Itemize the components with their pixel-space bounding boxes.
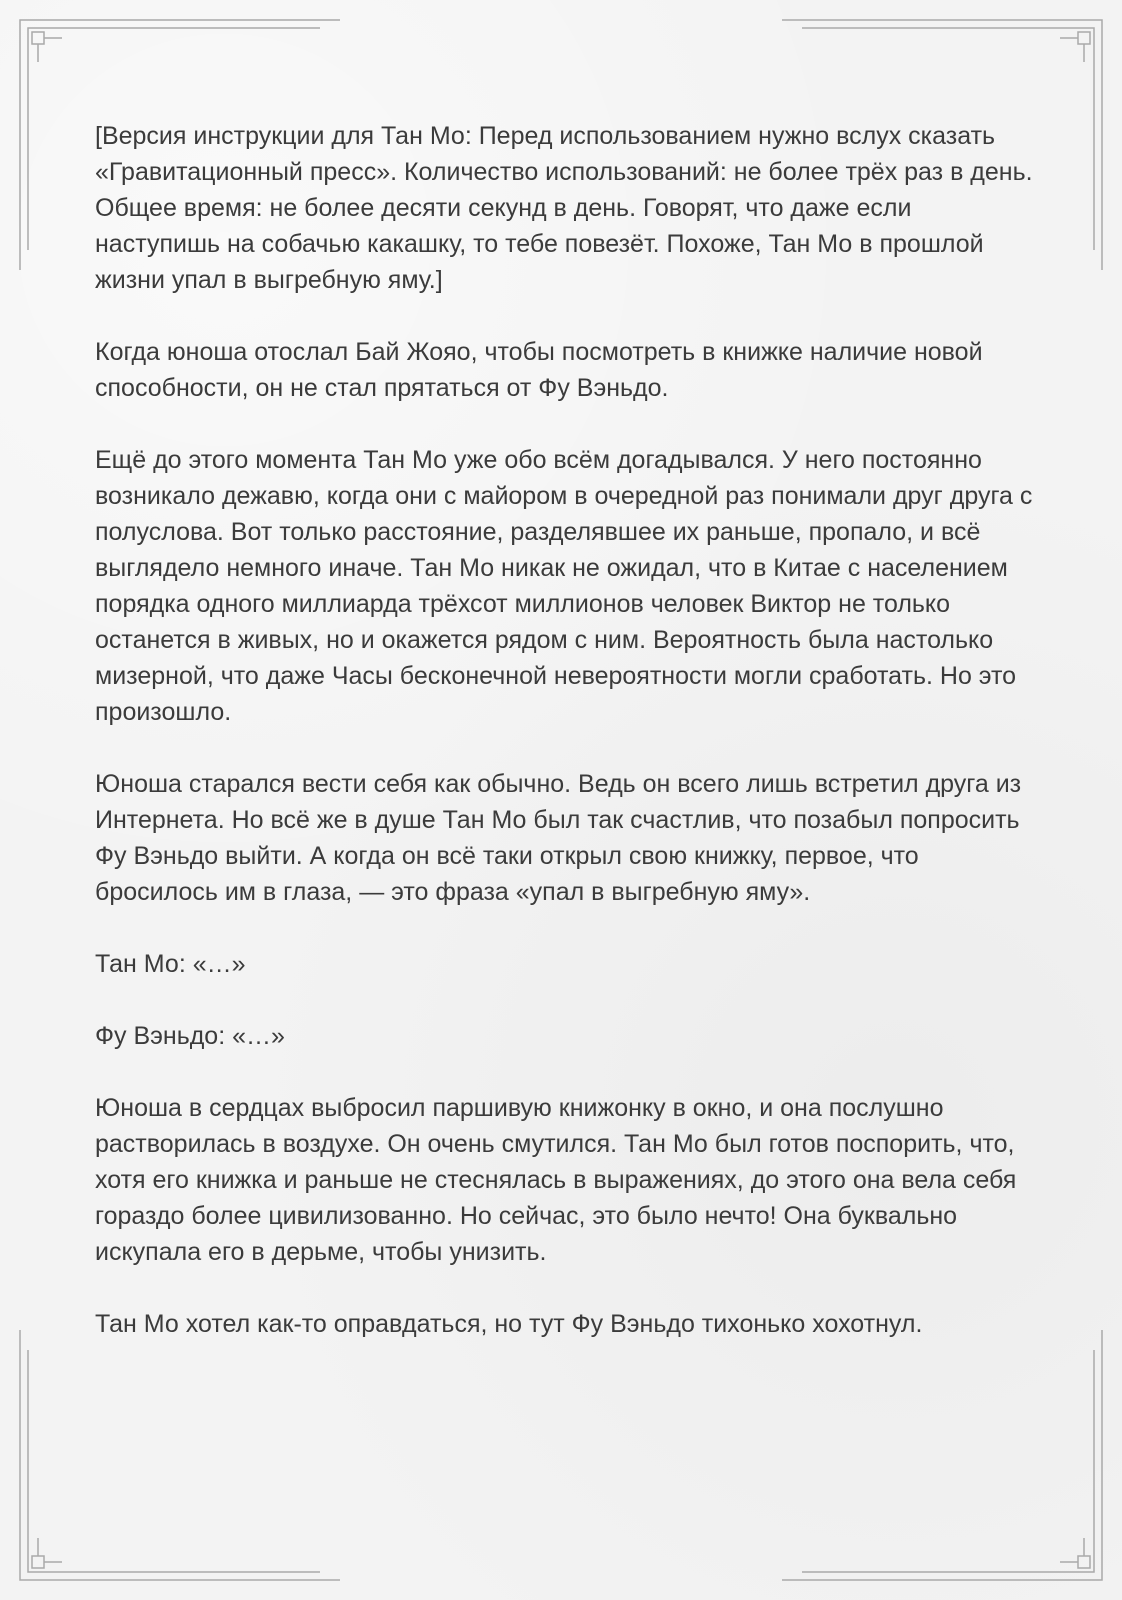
paragraph-5: Тан Мо хотел как-то оправдаться, но тут Фу Вэньдо тихонько хохотнул. (95, 1310, 923, 1338)
paragraph-1: Когда юноша отослал Бай Жояо, чтобы посмотреть в книжке наличие новой способности, он не стал прятаться от Фу Вэньдо. (95, 338, 983, 402)
paragraph-4: Юноша в сердцах выбросил паршивую книжонку в окно, и она послушно растворилась в воздухе. Он очень смутился. Тан Мо был готов поспорить, что, хотя его книжка и раньше не стеснялась в выражениях, до этого она вела себя гораздо более цивилизованно. Но сейчас, это было нечто! Она буквально искупала его в дерьме, чтобы унизить. (95, 1094, 1017, 1266)
dialogue-tan-mo: Тан Мо: «…» (95, 950, 246, 978)
dialogue-fu-wendo: Фу Вэньдо: «…» (95, 1022, 285, 1050)
document-body (95, 118, 1035, 1378)
paragraph-3: Юноша старался вести себя как обычно. Ведь он всего лишь встретил друга из Интернета. Но всё же в душе Тан Мо был так счастлив, что позабыл попросить Фу Вэньдо выйти. А когда он всё таки открыл свою книжку, первое, что бросилось им в глаза, — это фраза «упал в выгребную яму». (95, 770, 1022, 906)
paragraph-2: Ещё до этого момента Тан Мо уже обо всём догадывался. У него постоянно возникало дежавю, когда они с майором в очередной раз понимали друг друга с полуслова. Вот только расстояние, разделявшее их раньше, пропало, и всё выглядело немного иначе. Тан Мо никак не ожидал, что в Китае с населением порядка одного миллиарда трёхсот миллионов человек Виктор не только останется в живых, но и окажется рядом с ним. Вероятность была настолько мизерной, что даже Часы бесконечной невероятности могли сработать. Но это произошло. (95, 446, 1033, 726)
paragraph-instruction-note: [Версия инструкции для Тан Мо: Перед использованием нужно вслух сказать «Гравитационный пресс». Количество использований: не более трёх раз в день. Общее время: не более десяти секунд в день. Говорят, что даже если наступишь на собачью какашку, то тебе повезёт. Похоже, Тан Мо в прошлой жизни упал в выгребную яму.] (95, 122, 1033, 294)
